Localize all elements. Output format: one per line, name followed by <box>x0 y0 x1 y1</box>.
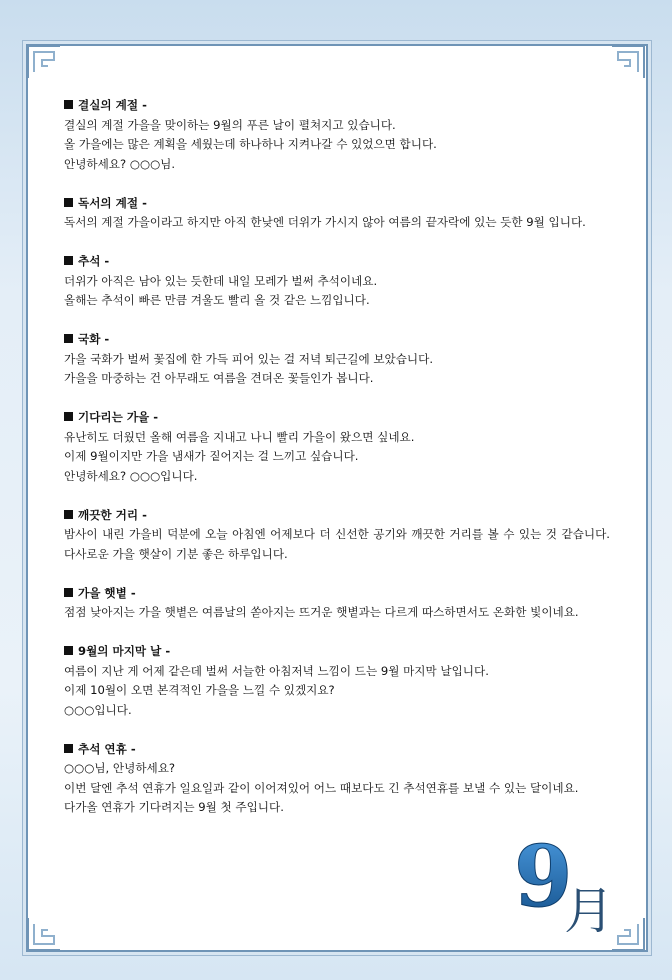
section-line: 가을 국화가 벌써 꽃집에 한 가득 피어 있는 걸 저녁 퇴근길에 보았습니다. <box>64 351 434 366</box>
square-bullet-icon <box>64 198 73 207</box>
corner-ornament-bottom-left <box>24 914 64 954</box>
section-heading: 깨끗한 거리 - <box>64 506 610 526</box>
greeting-section <box>64 252 610 311</box>
section-heading: 추석 연휴 - <box>64 740 610 760</box>
section-heading: 독서의 계절 - <box>64 194 610 214</box>
greeting-section <box>64 740 610 818</box>
month-character: 月 <box>564 882 614 932</box>
section-heading: 추석 - <box>64 252 610 272</box>
square-bullet-icon <box>64 588 73 597</box>
greeting-section <box>64 584 610 623</box>
section-heading: 9월의 마지막 날 - <box>64 642 610 662</box>
section-heading: 결실의 계절 - <box>64 96 610 116</box>
letter-content <box>64 96 610 837</box>
section-line: 다가올 연휴가 기다려지는 9월 첫 주입니다. <box>64 800 284 814</box>
section-heading: 가을 햇볕 - <box>64 584 610 604</box>
square-bullet-icon <box>64 412 73 421</box>
greeting-section <box>64 408 610 486</box>
section-line: 이번 달엔 추석 연휴가 일요일과 같이 이어져있어 어느 때보다도 긴 추석연휴를 보낼 수 있는 달이네요. <box>64 780 579 795</box>
section-line: 올해는 추석이 빠른 만큼 겨울도 빨리 올 것 같은 느낌입니다. <box>64 293 370 307</box>
section-line: ○○○님, 안녕하세요? <box>64 761 176 775</box>
corner-ornament-top-left <box>24 42 64 82</box>
square-bullet-icon <box>64 334 73 343</box>
section-line: 점점 낮아지는 가을 햇볕은 여름날의 쏟아지는 뜨거운 햇볕과는 다르게 따스하면서도 온화한 빛이네요. <box>64 605 579 619</box>
section-line: 올 가을에는 많은 계획을 세웠는데 하나하나 지켜나갈 수 있었으면 합니다. <box>64 137 437 151</box>
greeting-section <box>64 642 610 720</box>
section-heading: 기다리는 가을 - <box>64 408 610 428</box>
square-bullet-icon <box>64 100 73 109</box>
section-line: 여름이 지난 게 어제 같은데 벌써 서늘한 아침저녁 느낌이 드는 9월 마지막 날입니다. <box>64 663 489 678</box>
section-heading: 국화 - <box>64 330 610 350</box>
greeting-section <box>64 194 610 233</box>
square-bullet-icon <box>64 744 73 753</box>
corner-ornament-top-right <box>608 42 648 82</box>
section-line: 이제 10월이 오면 본격적인 가을을 느낄 수 있겠지요? <box>64 683 335 697</box>
greeting-section <box>64 506 610 565</box>
section-line: 안녕하세요? ○○○입니다. <box>64 468 198 483</box>
greeting-section <box>64 96 610 174</box>
section-line: 이제 9월이지만 가을 냄새가 짙어지는 걸 느끼고 싶습니다. <box>64 449 359 463</box>
section-line: 더위가 아직은 남아 있는 듯한데 내일 모레가 벌써 추석이네요. <box>64 273 378 288</box>
month-number: 9 <box>514 832 573 926</box>
greeting-section <box>64 330 610 389</box>
square-bullet-icon <box>64 510 73 519</box>
section-line: 결실의 계절 가을을 맞이하는 9월의 푸른 날이 펼쳐지고 있습니다. <box>64 117 396 132</box>
section-line: 가을을 마중하는 건 아무래도 여름을 견뎌온 꽃들인가 봅니다. <box>64 371 374 385</box>
square-bullet-icon <box>64 646 73 655</box>
month-mark <box>512 832 622 932</box>
square-bullet-icon <box>64 256 73 265</box>
section-line: 유난히도 더웠던 올해 여름을 지내고 나니 빨리 가을이 왔으면 싶네요. <box>64 429 415 444</box>
section-line: 안녕하세요? ○○○님. <box>64 156 176 171</box>
section-line: 밤사이 내린 가을비 덕분에 오늘 아침엔 어제보다 더 신선한 공기와 깨끗한 거리를 볼 수 있는 것 같습니다. 다사로운 가을 햇살이 기분 좋은 하루입니다. <box>64 527 610 561</box>
section-line: ○○○입니다. <box>64 702 132 717</box>
section-line: 독서의 계절 가을이라고 하지만 아직 한낮엔 더위가 가시지 않아 여름의 끝자락에 있는 듯한 9월 입니다. <box>64 215 586 229</box>
